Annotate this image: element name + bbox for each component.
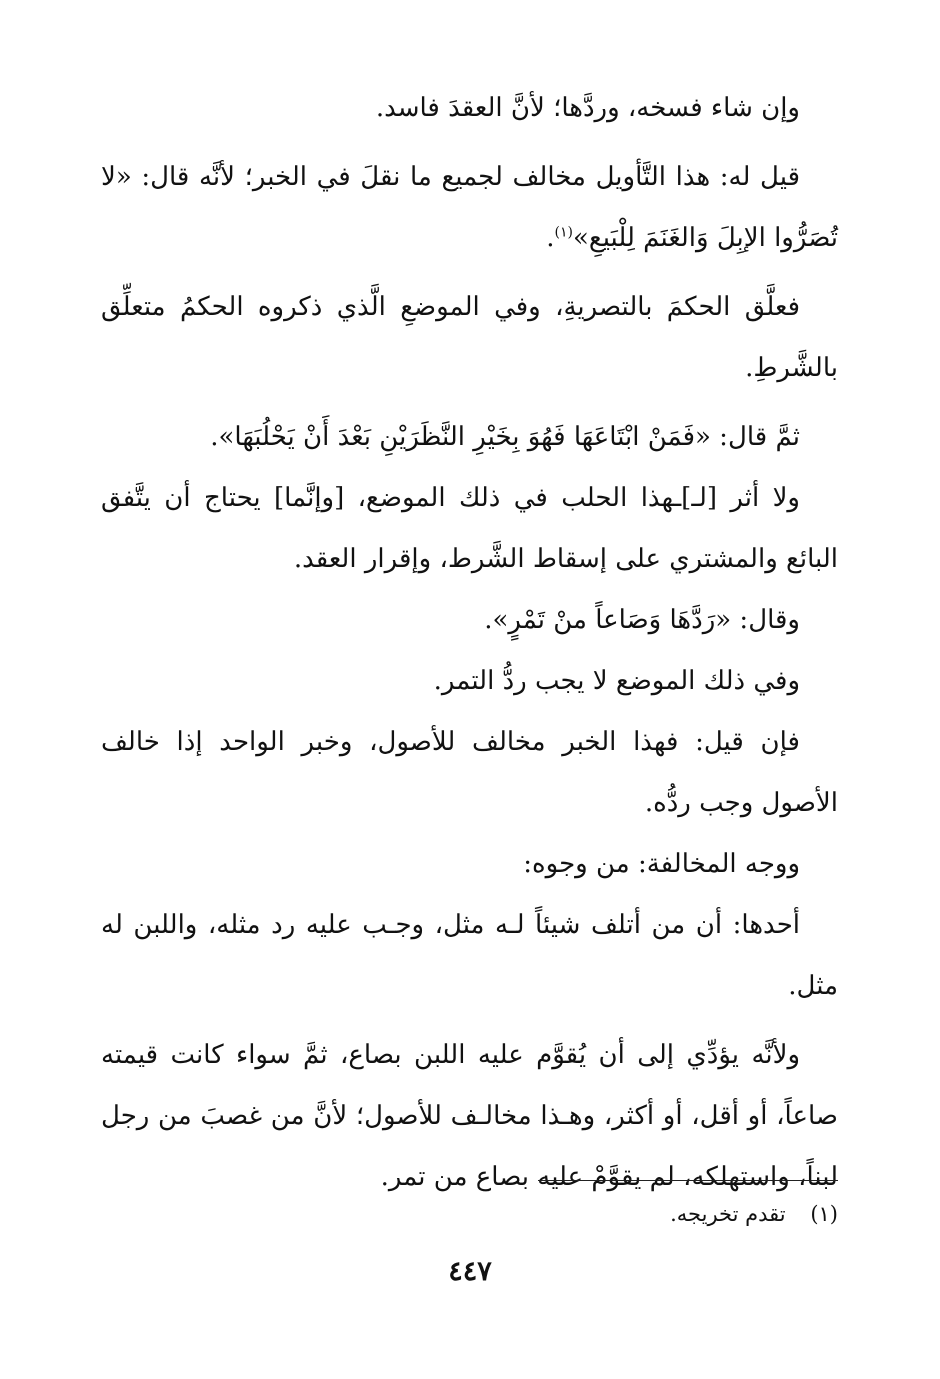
paragraph-7: وفي ذلك الموضع لا يجب ردُّ التمر. — [433, 666, 800, 696]
paragraph-3: فعلَّق الحكمَ بالتصريةِ، وفي الموضعِ الَّذي ذكروه الحكمُ متعلِّق بالشَّرطِ. — [101, 292, 838, 383]
paragraph-5: ولا أثر [لـ]ـهذا الحلب في ذلك الموضع، [وإنَّما] يحتاج أن يتَّفق البائع والمشتري على إسقاط الشَّرط، وإقرار العقد. — [101, 483, 838, 574]
paragraph-2 — [101, 147, 838, 269]
paragraph-11: ولأنَّه يؤدِّي إلى أن يُقوَّم عليه اللبن بصاع، ثمَّ سواء كانت قيمته صاعاً، أو أقل، أو أكثر، وهـذا مخالـف للأصول؛ لأنَّ من غصبَ من رجل لبناً، واستهلكه، لم يقوَّمْ عليه بصاع من تمر. — [101, 1040, 838, 1192]
paragraph-4: ثمَّ قال: «فَمَنْ ابْتَاعَهَا فَهُوَ بِخَيْرِ النَّظَرَيْنِ بَعْدَ أَنْ يَحْلُبَهَا». — [210, 422, 800, 452]
footnote-divider — [538, 1180, 838, 1181]
footnote-number: (١) — [810, 1202, 838, 1226]
page-number: ٤٤٧ — [448, 1256, 492, 1287]
paragraph-1: وإن شاء فسخه، وردَّها؛ لأنَّ العقدَ فاسد. — [375, 93, 800, 123]
paragraph-2-end: . — [546, 223, 555, 253]
footnote — [101, 1194, 838, 1234]
paragraph-10: أحدها: أن من أتلف شيئاً لـه مثل، وجـب عليه رد مثله، واللبن له مثل. — [101, 910, 838, 1001]
footnote-text: تقدم تخريجه. — [670, 1202, 786, 1226]
paragraph-9: ووجه المخالفة: من وجوه: — [523, 849, 800, 879]
paragraph-6: وقال: «رَدَّهَا وَصَاعاً منْ تَمْرٍ». — [484, 605, 800, 635]
paragraph-8: فإن قيل: فهذا الخبر مخالف للأصول، وخبر الواحد إذا خالف الأصول وجب ردُّه. — [101, 727, 838, 818]
paragraph-2-text: قيل له: هذا التَّأويل مخالف لجميع ما نقلَ في الخبر؛ لأنَّه قال: «لا تُصَرُّوا الإبِلَ وَالغَنَمَ لِلْبَيعِ» — [101, 162, 838, 253]
page-body — [101, 78, 838, 1208]
footnote-reference: (١) — [554, 224, 573, 241]
